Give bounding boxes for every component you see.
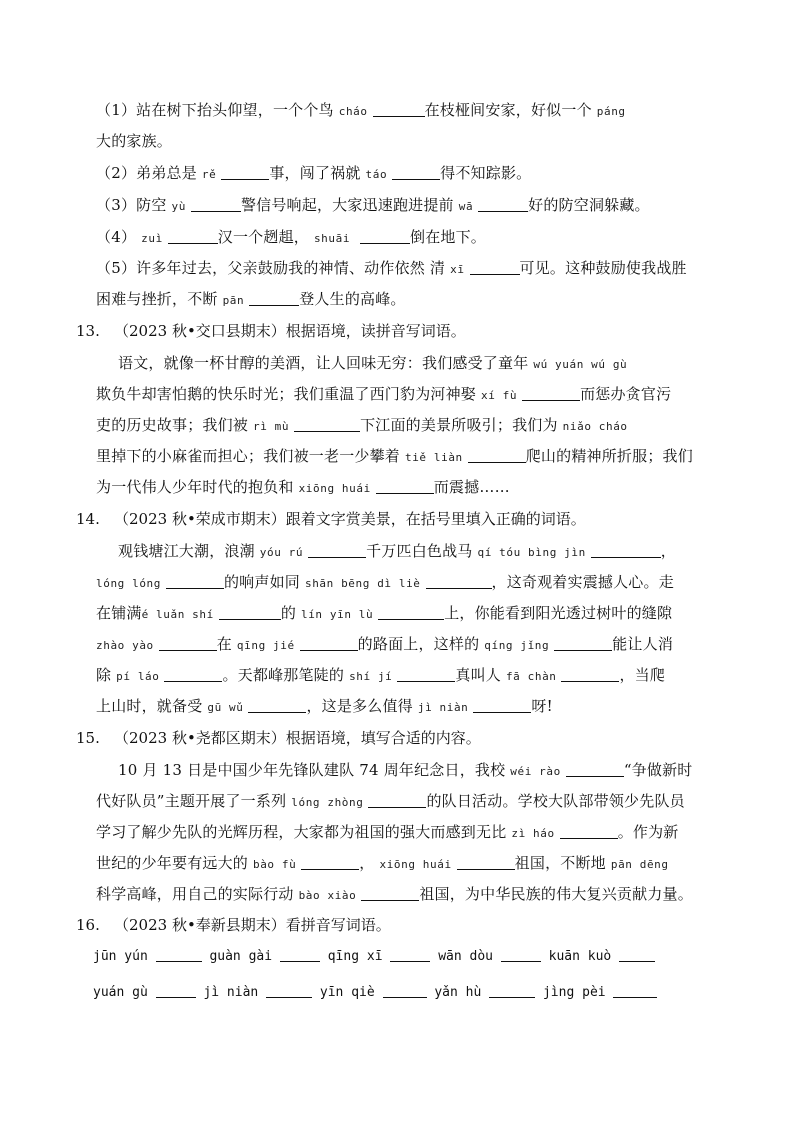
answer-blank[interactable] (191, 197, 241, 212)
answer-blank[interactable] (473, 698, 531, 713)
answer-blank[interactable] (470, 260, 520, 275)
q12-sentence-5-cont: 困难与挫折，不断 pān 登人生的高峰。 (96, 290, 406, 308)
answer-blank[interactable] (619, 949, 655, 962)
question-13-heading: 13. （2023 秋•交口县期末）根据语境，读拼音写词语。 (76, 322, 466, 340)
answer-blank[interactable] (373, 102, 425, 117)
answer-blank[interactable] (457, 855, 515, 870)
q13-line-4: 里掉下的小麻雀而担心；我们被一老一少攀着 tiě liàn 爬山的精神所折服；我们 (96, 447, 693, 465)
answer-blank[interactable] (156, 949, 202, 962)
q13-line-2: 欺负牛却害怕鹅的快乐时光；我们重温了西门豹为河神娶 xí fù 而惩办贪官污 (96, 385, 672, 403)
q15-line-2: 代好队员”主题开展了一系列 lóng zhòng 的队日活动。学校大队部带领少先队员 (96, 792, 685, 810)
answer-blank[interactable] (300, 636, 358, 651)
answer-blank[interactable] (554, 636, 612, 651)
answer-blank[interactable] (361, 886, 419, 901)
q12-sentence-5: （5）许多年过去，父亲鼓励我的神情、动作依然 清 xī 可见。这种鼓励使我战胜 (96, 259, 687, 277)
answer-blank[interactable] (266, 985, 312, 998)
q13-line-5: 为一代伟人少年时代的抱负和 xiōng huái 而震撼…… (96, 478, 510, 496)
answer-blank[interactable] (390, 949, 430, 962)
answer-blank[interactable] (219, 605, 281, 620)
q14-line-3: 在铺满é luǎn shí 的 lín yīn lù 上，你能看到阳光透过树叶的缝隙 (96, 604, 673, 622)
q16-row-1: jūn yún guàn gài qīng xī wān dòu kuān kuò (93, 947, 655, 967)
answer-blank[interactable] (560, 824, 618, 839)
answer-blank[interactable] (392, 165, 440, 180)
answer-blank[interactable] (368, 793, 426, 808)
answer-blank[interactable] (426, 574, 492, 589)
q12-sentence-4: （4） zuì 汉一个趔趄， shuāi 倒在地下。 (96, 228, 487, 246)
q12-sentence-1: （1）站在树下抬头仰望，一个个鸟 cháo 在枝桠间安家，好似一个 páng (96, 101, 626, 119)
question-14-heading: 14. （2023 秋•荣成市期末）跟着文字赏美景，在括号里填入正确的词语。 (76, 510, 586, 528)
q14-line-1: 观钱塘江大潮，浪潮 yóu rú 千万匹白色战马 qí tóu bìng jìn ， (118, 542, 676, 560)
answer-blank[interactable] (376, 479, 434, 494)
answer-blank[interactable] (378, 605, 444, 620)
answer-blank[interactable] (397, 667, 455, 682)
answer-blank[interactable] (478, 197, 528, 212)
answer-blank[interactable] (248, 698, 306, 713)
q15-line-4: 世纪的少年要有远大的 bào fù ， xiōng huái 祖国，不断地 pān dēng (96, 854, 669, 872)
q15-line-5: 科学高峰，用自己的实际行动 bào xiào 祖国，为中华民族的伟大复兴贡献力量。 (96, 885, 693, 903)
question-16-heading: 16. （2023 秋•奉新县期末）看拼音写词语。 (76, 916, 391, 934)
answer-blank[interactable] (156, 985, 196, 998)
q14-line-2: lóng lóng 的响声如同 shān bēng dì liè ，这奇观着实震撼人心。走 (96, 573, 674, 591)
q13-line-1: 语文，就像一杯甘醇的美酒，让人回味无穷：我们感受了童年 wú yuán wú gù (118, 354, 628, 372)
q16-row-2: yuán gù jì niàn yīn qiè yǎn hù jìng pèi (93, 983, 657, 1003)
question-15-heading: 15. （2023 秋•尧都区期末）根据语境，填写合适的内容。 (76, 729, 481, 747)
answer-blank[interactable] (522, 386, 580, 401)
q12-sentence-1-cont: 大的家族。 (96, 132, 173, 150)
answer-blank[interactable] (591, 543, 661, 558)
answer-blank[interactable] (166, 574, 224, 589)
answer-blank[interactable] (159, 636, 217, 651)
answer-blank[interactable] (280, 949, 320, 962)
answer-blank[interactable] (468, 448, 526, 463)
q12-sentence-2: （2）弟弟总是 rě 事，闯了祸就 táo 得不知踪影。 (96, 164, 532, 182)
answer-blank[interactable] (168, 229, 218, 244)
q15-line-1: 10 月 13 日是中国少年先锋队建队 74 周年纪念日，我校 wéi rào “争做新时 (118, 761, 693, 779)
answer-blank[interactable] (501, 949, 541, 962)
answer-blank[interactable] (294, 417, 360, 432)
answer-blank[interactable] (249, 291, 299, 306)
answer-blank[interactable] (383, 985, 427, 998)
q14-line-4: zhào yào 在 qīng jié 的路面上，这样的 qíng jǐng 能让人消 (96, 635, 674, 653)
q15-line-3: 学习了解少先队的光辉历程，大家都为祖国的强大而感到无比 zì háo 。作为新 (96, 823, 679, 841)
answer-blank[interactable] (164, 667, 222, 682)
q14-line-6: 上山时，就备受 gū wǔ ，这是多么值得 jì niàn 呀! (96, 697, 553, 715)
answer-blank[interactable] (221, 165, 269, 180)
answer-blank[interactable] (613, 985, 657, 998)
q14-line-5: 除 pí láo 。天都峰那笔陡的 shí jí 真叫人 fā chàn ，当爬 (96, 666, 666, 684)
answer-blank[interactable] (489, 985, 535, 998)
q12-sentence-3: （3）防空 yù 警信号响起，大家迅速跑进提前 wā 好的防空洞躲藏。 (96, 196, 650, 214)
answer-blank[interactable] (308, 543, 366, 558)
answer-blank[interactable] (360, 229, 410, 244)
answer-blank[interactable] (561, 667, 619, 682)
answer-blank[interactable] (566, 762, 624, 777)
q13-line-3: 吏的历史故事；我们被 rì mù 下江面的美景所吸引；我们为 niǎo cháo (96, 416, 628, 434)
answer-blank[interactable] (301, 855, 359, 870)
